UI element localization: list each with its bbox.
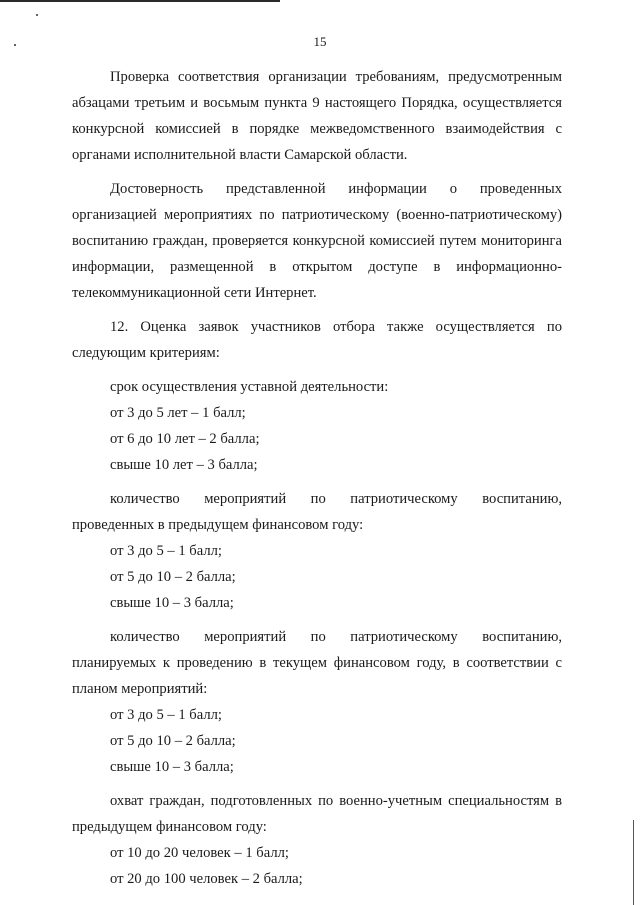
criterion-title: количество мероприятий по патриотическому воспитанию, проведенных в предыдущем финансовом году: xyxy=(72,491,562,533)
criterion-title: срок осуществления уставной деятельности: xyxy=(110,379,389,395)
criterion-item: свыше 10 – 3 балла; xyxy=(110,595,234,611)
criterion-item: от 6 до 10 лет – 2 балла; xyxy=(110,431,260,447)
criterion-item: от 20 до 100 человек – 2 балла; xyxy=(110,871,303,887)
criterion-title: количество мероприятий по патриотическому воспитанию, планируемых к проведению в текущем финансовом году, в соответствии с планом мероприятий: xyxy=(72,629,562,697)
paragraph: 12. Оценка заявок участников отбора также осуществляется по следующим критериям: xyxy=(72,319,562,361)
paragraph: Достоверность представленной информации о проведенных организацией мероприятиях по патриотическому (военно-патриотическому) воспитанию граждан, проверяется конкурсной комиссией путем мониторинга информации, размещенной в открытом доступе в информационно-телекоммуникационной сети Интернет. xyxy=(72,181,562,301)
criterion-item: от 3 до 5 лет – 1 балл; xyxy=(110,405,246,421)
criterion-item: от 5 до 10 – 2 балла; xyxy=(110,569,236,585)
scan-artifact-line xyxy=(633,820,634,905)
criterion-item: от 3 до 5 – 1 балл; xyxy=(110,707,222,723)
criterion-item: от 3 до 5 – 1 балл; xyxy=(110,543,222,559)
criterion-item: от 10 до 20 человек – 1 балл; xyxy=(110,845,289,861)
criterion-title: охват граждан, подготовленных по военно-учетным специальностям в предыдущем финансовом году: xyxy=(72,793,562,835)
criterion-item: от 5 до 10 – 2 балла; xyxy=(110,733,236,749)
scan-artifact-line xyxy=(0,0,280,2)
criterion-item: свыше 10 – 3 балла; xyxy=(110,759,234,775)
paragraph: Проверка соответствия организации требованиям, предусмотренным абзацами третьим и восьмым пункта 9 настоящего Порядка, осуществляется конкурсной комиссией в порядке межведомственного взаимодействия с органами исполнительной власти Самарской области. xyxy=(72,69,562,163)
scan-artifact-dot xyxy=(36,14,38,16)
page-number: 15 xyxy=(313,34,327,49)
criterion-item: свыше 10 лет – 3 балла; xyxy=(110,457,258,473)
document-body xyxy=(72,64,562,892)
